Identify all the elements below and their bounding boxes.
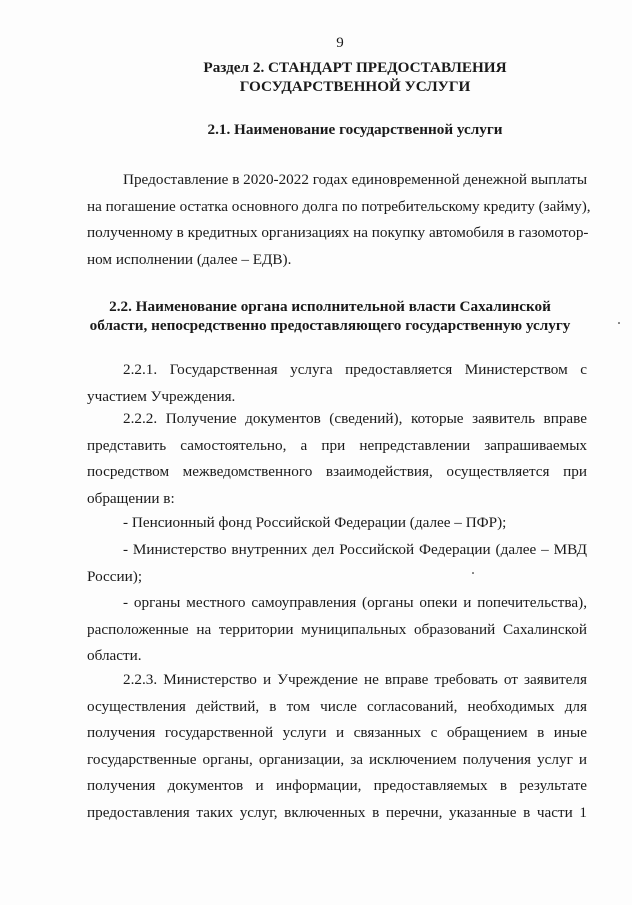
text-line: России);	[87, 567, 143, 585]
paragraph-2-2-1	[87, 357, 587, 410]
paragraph-service-name	[87, 167, 591, 273]
text-line: предоставления таких услуг, включенных в перечни, указанные в части 1	[87, 803, 587, 821]
subsection-2-1-heading-text: 2.1. Наименование государственной услуги	[207, 121, 503, 138]
subsection-2-2-heading-line-2: области, непосредственно предоставляющего государственную услугу	[89, 317, 571, 334]
list-item-pfr	[87, 510, 587, 537]
text-line: получения государственной услуги и связанных с обращением в иные	[87, 724, 587, 741]
subsection-2-2-heading	[82, 297, 578, 335]
text-line: полученному в кредитных организациях на покупку автомобиля в газомотор-	[87, 224, 589, 241]
text-line: - Министерство внутренних дел Российской Федерации (далее – МВД	[123, 541, 587, 558]
text-line: государственные органы, организации, за исключением получения услуг и	[87, 750, 587, 768]
text-line: участием Учреждения.	[87, 387, 236, 405]
text-line: представить самостоятельно, а при непредставлении запрашиваемых	[87, 436, 587, 454]
text-line: посредством межведомственного взаимодействия, осуществляется при	[87, 463, 587, 480]
text-line: на погашение остатка основного долга по потребительскому кредиту (займу),	[87, 197, 591, 215]
text-line: обращении в:	[87, 489, 175, 507]
section-title-line-2: ГОСУДАРСТВЕННОЙ УСЛУГИ	[239, 78, 471, 95]
text-line: - органы местного самоуправления (органы опеки и попечительства),	[123, 594, 587, 611]
text-line: осуществления действий, в том числе согласований, необходимых для	[87, 697, 587, 715]
subsection-2-1-heading	[190, 120, 520, 139]
list-item-mvd	[87, 537, 587, 590]
section-title	[190, 58, 520, 96]
text-line: расположенные на территории муниципальных образований Сахалинской	[87, 620, 587, 638]
page-number: 9	[336, 35, 344, 51]
text-line: - Пенсионный фонд Российской Федерации (далее – ПФР);	[123, 514, 507, 531]
list-item-local-government	[87, 590, 587, 670]
text-line: получения документов и информации, предоставляемых в результате	[87, 777, 587, 794]
scan-speck	[618, 322, 620, 324]
text-line: 2.2.2. Получение документов (сведений), которые заявитель вправе	[123, 410, 587, 427]
text-line: 2.2.1. Государственная услуга предоставляется Министерством с	[123, 361, 587, 378]
text-line: ном исполнении (далее – ЕДВ).	[87, 250, 292, 268]
paragraph-2-2-3	[87, 667, 587, 826]
subsection-2-2-heading-line-1: 2.2. Наименование органа исполнительной власти Сахалинской	[109, 298, 551, 315]
section-title-line-1: Раздел 2. СТАНДАРТ ПРЕДОСТАВЛЕНИЯ	[203, 59, 507, 76]
text-line: области.	[87, 647, 142, 664]
text-line: Предоставление в 2020-2022 годах единовременной денежной выплаты	[123, 171, 588, 188]
text-line: 2.2.3. Министерство и Учреждение не вправе требовать от заявителя	[123, 671, 587, 688]
paragraph-2-2-2	[87, 406, 587, 512]
scan-speck	[472, 572, 474, 574]
